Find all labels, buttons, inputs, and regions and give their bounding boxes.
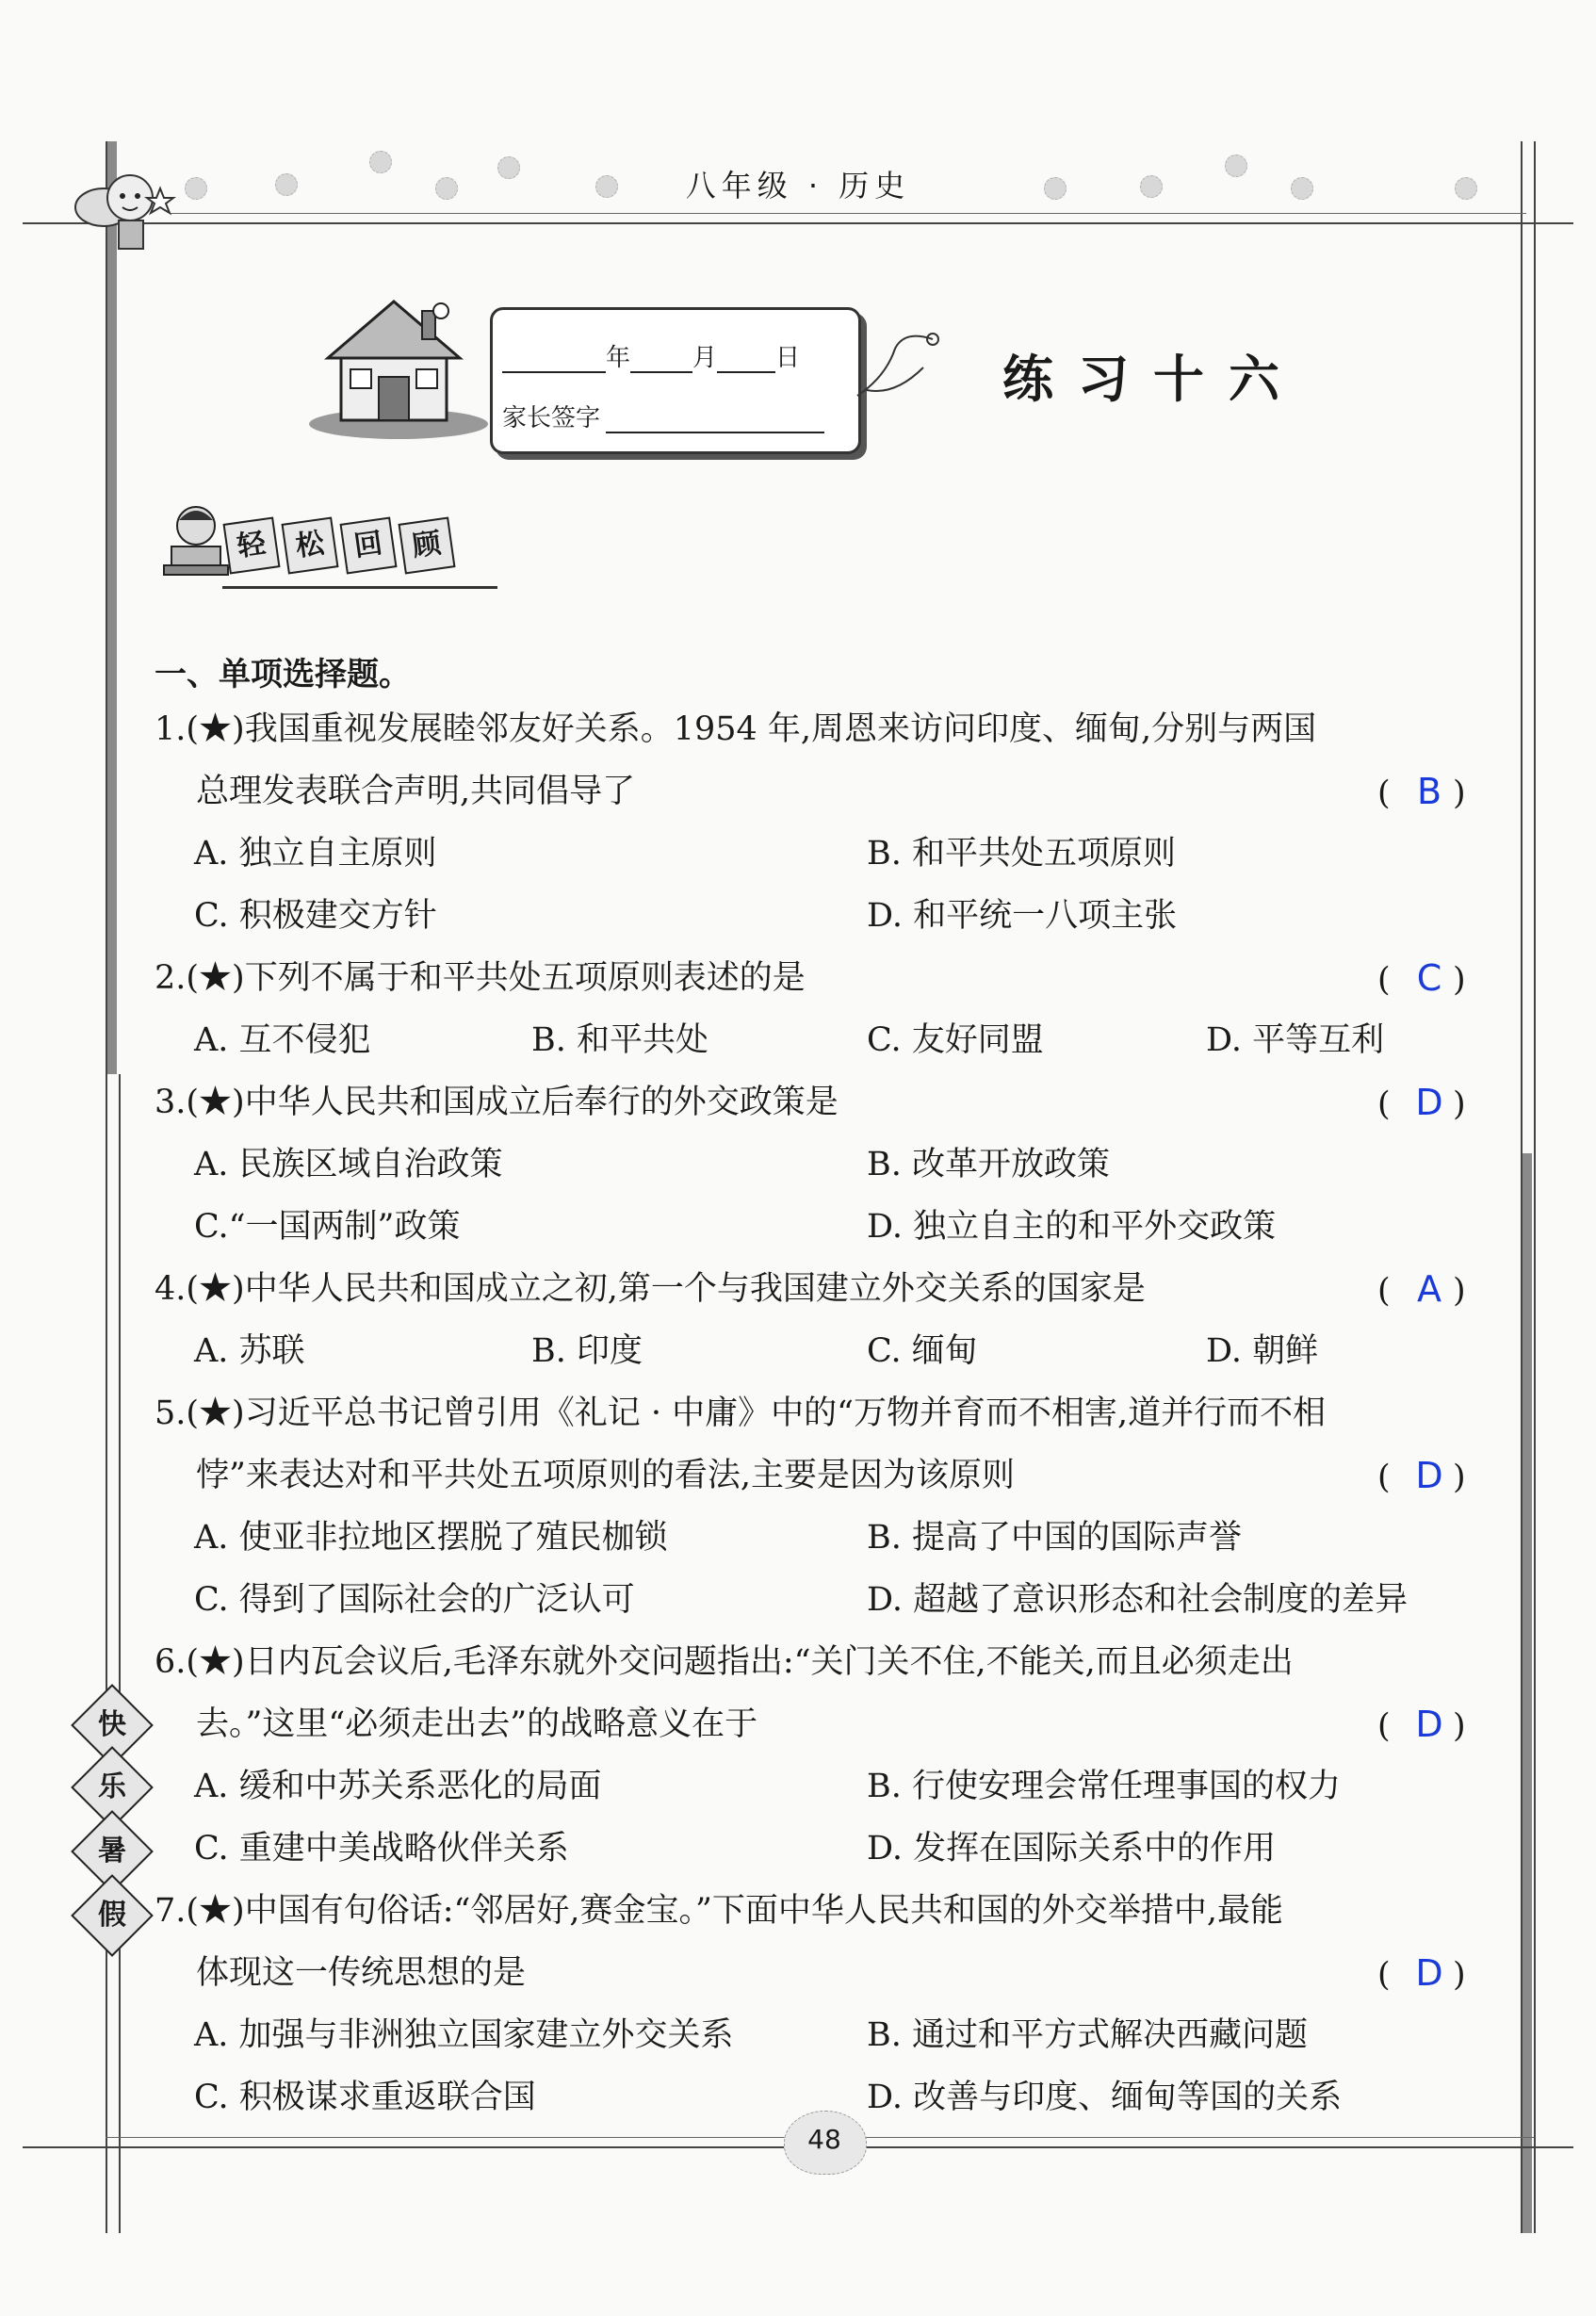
option[interactable]: B. 行使安理会常任理事国的权力	[867, 1768, 1341, 1805]
paren: )	[1453, 1956, 1466, 1994]
banner-underline	[222, 586, 497, 589]
question-stem: 悖”来表达对和平共处五项原则的看法,主要是因为该原则	[196, 1457, 1016, 1494]
answer-slot[interactable]	[1377, 771, 1490, 814]
option[interactable]: D. 改善与印度、缅甸等国的关系	[867, 2079, 1343, 2116]
answer-slot[interactable]	[1377, 1268, 1490, 1312]
question-stem: 5.(★)习近平总书记曾引用《礼记 · 中庸》中的“万物并育而不相害,道并行而不相	[155, 1394, 1327, 1432]
option[interactable]: C.“一国两制”政策	[194, 1208, 461, 1246]
month-label: 月	[692, 344, 718, 372]
paren: )	[1453, 1272, 1466, 1310]
option[interactable]: B. 提高了中国的国际声誉	[867, 1519, 1242, 1557]
parent-sign-label: 家长签字	[502, 404, 601, 432]
header-rule	[23, 222, 1573, 224]
option[interactable]: D. 独立自主的和平外交政策	[867, 1208, 1277, 1246]
paren: )	[1453, 961, 1466, 999]
header-rule-thin	[170, 213, 1526, 214]
paren: )	[1453, 1459, 1466, 1496]
side-tab-char: 乐	[98, 1770, 126, 1803]
question-stem: 4.(★)中华人民共和国成立之初,第一个与我国建立外交关系的国家是	[155, 1270, 1146, 1308]
paren: (	[1377, 775, 1391, 812]
option[interactable]: C. 友好同盟	[867, 1021, 1044, 1059]
year-blank[interactable]	[502, 347, 606, 373]
answer-letter: D	[1415, 1704, 1443, 1745]
banner-char: 顾	[399, 517, 456, 575]
option[interactable]: D. 超越了意识形态和社会制度的差异	[867, 1581, 1409, 1619]
answer-slot[interactable]	[1377, 1952, 1490, 1996]
side-tab-char: 假	[98, 1899, 126, 1932]
paren: (	[1377, 1085, 1391, 1123]
side-tab-char: 快	[98, 1708, 126, 1741]
answer-letter: C	[1416, 957, 1442, 999]
question-stem: 7.(★)中国有句俗话:“邻居好,赛金宝。”下面中华人民共和国的外交举措中,最能	[155, 1892, 1284, 1930]
answer-letter: D	[1415, 1952, 1443, 1994]
page-number: 48	[807, 2124, 841, 2155]
option[interactable]: D. 发挥在国际关系中的作用	[867, 1830, 1277, 1867]
paren: )	[1453, 1085, 1466, 1123]
right-frame-line	[1521, 141, 1523, 2233]
option[interactable]: C. 得到了国际社会的广泛认可	[194, 1581, 635, 1619]
option[interactable]: B. 和平共处五项原则	[867, 835, 1176, 873]
parent-sign-blank[interactable]	[606, 407, 824, 433]
option[interactable]: B. 印度	[531, 1332, 643, 1370]
exercise-title: 练习十六	[1002, 350, 1304, 409]
answer-letter: D	[1415, 1082, 1443, 1123]
answer-slot[interactable]	[1377, 957, 1490, 1001]
vine-decoration-icon	[848, 311, 952, 415]
reading-kid-icon	[158, 499, 234, 584]
question-stem: 2.(★)下列不属于和平共处五项原则表述的是	[155, 959, 806, 997]
right-frame-line-outer	[1534, 141, 1536, 2233]
option[interactable]: A. 独立自主原则	[194, 835, 437, 873]
question-stem: 1.(★)我国重视发展睦邻友好关系。1954 年,周恩来访问印度、缅甸,分别与两国	[155, 710, 1317, 748]
banner-char: 松	[282, 517, 339, 575]
paren: (	[1377, 1707, 1391, 1745]
year-label: 年	[606, 344, 631, 372]
left-frame-line-inner	[119, 1074, 121, 2233]
option[interactable]: A. 苏联	[194, 1332, 305, 1370]
option[interactable]: B. 通过和平方式解决西藏问题	[867, 2016, 1308, 2054]
question-stem: 总理发表联合声明,共同倡导了	[196, 773, 636, 810]
banner-char: 轻	[223, 517, 281, 575]
option[interactable]: D. 朝鲜	[1206, 1332, 1319, 1370]
answer-slot[interactable]	[1377, 1455, 1490, 1498]
header-title: 八年级 · 历史	[685, 168, 911, 204]
paren: (	[1377, 961, 1391, 999]
parent-sign-line	[502, 399, 824, 433]
option[interactable]: C. 积极建交方针	[194, 897, 437, 935]
option[interactable]: B. 和平共处	[531, 1021, 708, 1059]
option[interactable]: D. 和平统一八项主张	[867, 897, 1178, 935]
option[interactable]: A. 使亚非拉地区摆脱了殖民枷锁	[194, 1519, 668, 1557]
side-tab-char: 暑	[98, 1835, 126, 1867]
answer-letter: A	[1417, 1268, 1441, 1310]
month-blank[interactable]	[630, 347, 692, 373]
day-blank[interactable]	[717, 347, 775, 373]
option[interactable]: A. 民族区域自治政策	[194, 1146, 503, 1183]
answer-slot[interactable]	[1377, 1704, 1490, 1747]
paren: )	[1453, 775, 1466, 812]
question-stem: 体现这一传统思想的是	[196, 1954, 527, 1992]
paren: (	[1377, 1272, 1391, 1310]
side-tab	[71, 1874, 154, 1957]
answer-slot[interactable]	[1377, 1082, 1490, 1125]
question-stem: 6.(★)日内瓦会议后,毛泽东就外交问题指出:“关门关不住,不能关,而且必须走出	[155, 1643, 1294, 1681]
section-banner	[226, 520, 460, 571]
paren: (	[1377, 1459, 1391, 1496]
option[interactable]: A. 互不侵犯	[194, 1021, 371, 1059]
option[interactable]: B. 改革开放政策	[867, 1146, 1110, 1183]
day-label: 日	[775, 344, 801, 372]
question-stem: 3.(★)中华人民共和国成立后奉行的外交政策是	[155, 1084, 839, 1121]
banner-char: 回	[340, 517, 398, 575]
option[interactable]: D. 平等互利	[1206, 1021, 1385, 1059]
answer-letter: B	[1416, 771, 1442, 812]
question-stem: 去。”这里“必须走出去”的战略意义在于	[196, 1705, 758, 1743]
option[interactable]: A. 缓和中苏关系恶化的局面	[194, 1768, 602, 1805]
option[interactable]: C. 缅甸	[867, 1332, 978, 1370]
option[interactable]: C. 重建中美战略伙伴关系	[194, 1830, 569, 1867]
option[interactable]: C. 积极谋求重返联合国	[194, 2079, 536, 2116]
paren: )	[1453, 1707, 1466, 1745]
paren: (	[1377, 1956, 1391, 1994]
answer-letter: D	[1415, 1455, 1443, 1496]
section-heading: 一、单项选择题。	[155, 656, 411, 693]
house-illustration-icon	[300, 283, 497, 443]
option[interactable]: A. 加强与非洲独立国家建立外交关系	[194, 2016, 734, 2054]
date-signature-box	[490, 307, 861, 454]
date-line	[502, 338, 800, 373]
